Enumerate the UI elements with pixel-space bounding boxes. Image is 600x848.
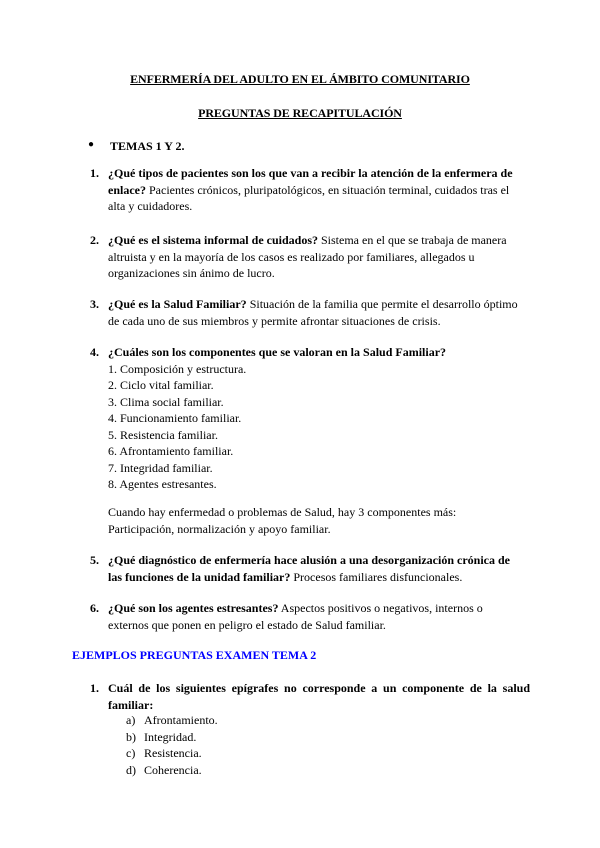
list-item: 6. Afrontamiento familiar.: [108, 444, 234, 458]
question-body: [108, 165, 518, 215]
option-letter: c): [126, 746, 136, 760]
answer-text: Aspectos positivos o negativos, internos o externos que ponen en peligro el estado de Salud familiar.: [108, 601, 483, 632]
answer-text: Pacientes crónicos, pluripatológicos, en situación terminal, cuidados tras el alta y cuidadores.: [108, 182, 510, 213]
question-text: ¿Qué es el sistema informal de cuidados?: [108, 233, 318, 247]
answer-text: Situación de la familia que permite el desarrollo óptimo de cada uno de sus miembros y permite afrontar situaciones de crisis.: [108, 297, 518, 328]
list-item: 2. Ciclo vital familiar.: [108, 378, 214, 392]
question-number: 1.: [90, 166, 99, 180]
option-text: Afrontamiento.: [144, 713, 218, 727]
option-letter: d): [126, 762, 136, 777]
document-title: ENFERMERÍA DEL ADULTO EN EL ÁMBITO COMUNITARIO: [130, 72, 470, 86]
topics-label: TEMAS 1 Y 2.: [110, 139, 185, 153]
question-text: ¿Qué son los agentes estresantes?: [108, 601, 279, 615]
question-number: 2.: [90, 233, 99, 247]
question-number: 4.: [90, 345, 99, 359]
question-body: [108, 552, 518, 585]
question-text: ¿Cuáles son los componentes que se valoran en la Salud Familiar?: [108, 345, 447, 359]
note-line: Participación, normalización y apoyo familiar.: [108, 521, 331, 536]
list-item: 1. Composición y estructura.: [108, 361, 247, 376]
exam-question-number: 1.: [90, 681, 99, 695]
question-number: 5.: [90, 553, 99, 567]
components-note: [108, 504, 528, 537]
question-number: 6.: [90, 601, 99, 615]
option-text: Resistencia.: [144, 746, 202, 760]
option-letter: b): [126, 729, 136, 744]
question-text: ¿Qué es la Salud Familiar?: [108, 297, 247, 311]
option-text: Integridad.: [144, 729, 197, 744]
exam-question-text: Cuál de los siguientes epígrafes no corresponde a un componente de la salud familiar:: [108, 681, 530, 712]
exam-section-heading: EJEMPLOS PREGUNTAS EXAMEN TEMA 2: [72, 648, 317, 662]
list-item: 3. Clima social familiar.: [108, 394, 224, 409]
question-body: [108, 600, 518, 633]
question-body: [108, 296, 518, 329]
list-item: 5. Resistencia familiar.: [108, 427, 218, 442]
option-text: Coherencia.: [144, 762, 202, 777]
question-text: ¿Qué diagnóstico de enfermería hace alusión a una desorganización crónica de las funciones de la unidad familiar?: [108, 553, 510, 584]
list-item: 8. Agentes estresantes.: [108, 477, 217, 491]
note-line: Cuando hay enfermedad o problemas de Salud, hay 3 componentes más:: [108, 505, 457, 519]
answer-text: Procesos familiares disfuncionales.: [290, 569, 463, 584]
question-text: ¿Qué tipos de pacientes son los que van a recibir la atención de la enfermera de enlace?: [108, 166, 513, 197]
question-body: [108, 232, 518, 282]
question-body: [108, 344, 518, 493]
bullet-icon: ●: [88, 139, 95, 150]
document-subtitle: PREGUNTAS DE RECAPITULACIÓN: [198, 106, 402, 120]
answer-text: Sistema en el que se trabaja de manera altruista y en la mayoría de los casos es realizado por familiares, allegados u organizaciones sin ánimo de lucro.: [108, 233, 507, 280]
question-number: 3.: [90, 297, 99, 311]
option-letter: a): [126, 713, 136, 727]
list-item: 4. Funcionamiento familiar.: [108, 411, 242, 425]
list-item: 7. Integridad familiar.: [108, 460, 213, 475]
